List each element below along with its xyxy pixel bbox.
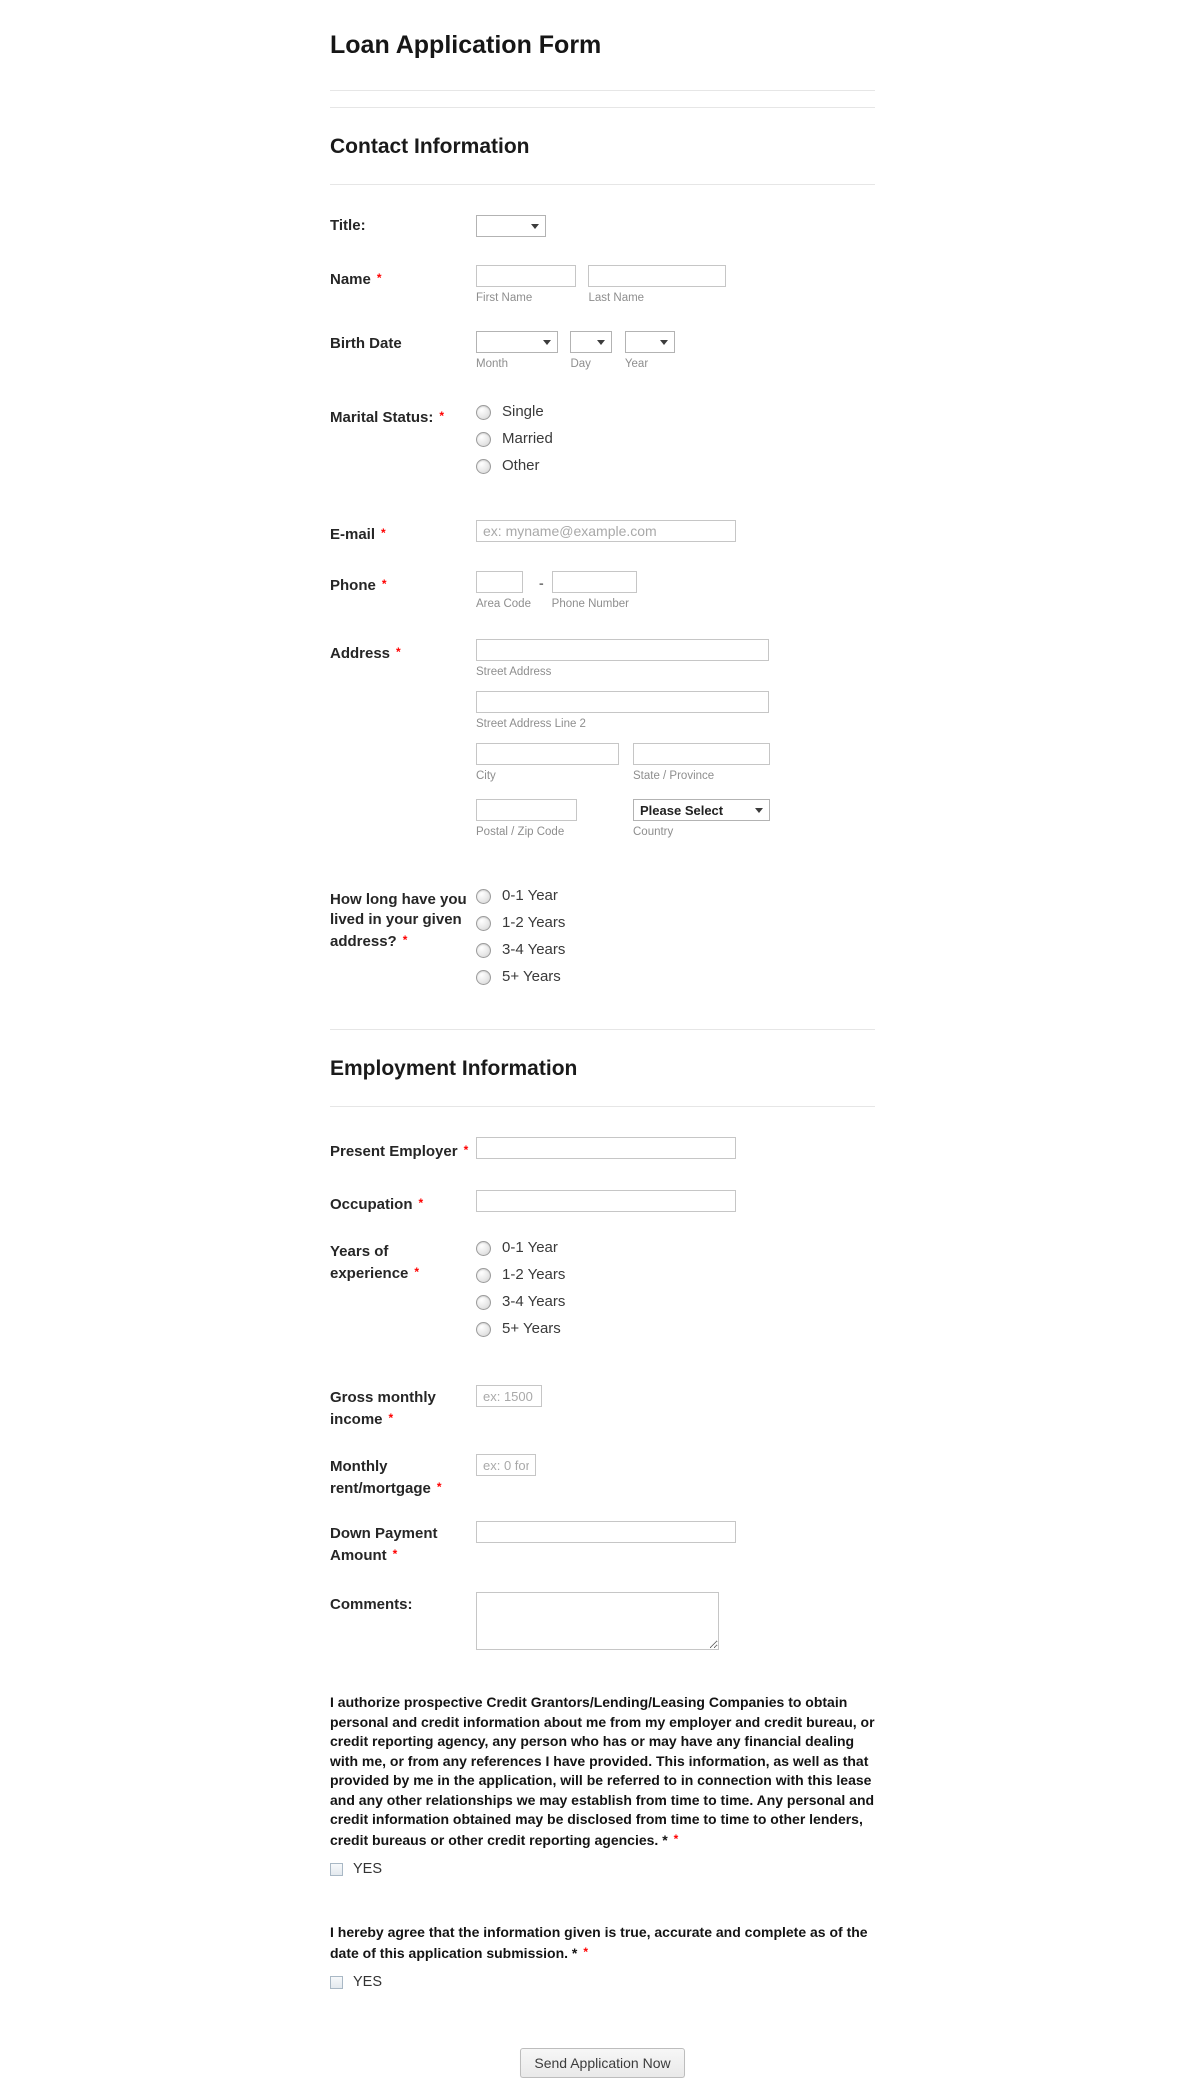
- postal-code-sublabel: Postal / Zip Code: [476, 826, 565, 838]
- required-asterisk: *: [439, 409, 445, 423]
- occupation-label: Occupation *: [330, 1196, 424, 1213]
- first-name-input[interactable]: [476, 265, 576, 287]
- occupation-row: [330, 1190, 875, 1215]
- residence-option-0-1[interactable]: 0-1 Year: [476, 887, 875, 905]
- divider: [330, 107, 875, 108]
- truth-statement-text: I hereby agree that the information given is true, accurate and complete as of the date of this application submission. * *: [330, 1924, 868, 1961]
- comments-label: Comments:: [330, 1596, 413, 1613]
- phone-number-input[interactable]: [552, 571, 637, 593]
- phone-label: Phone *: [330, 577, 387, 594]
- comments-row: [330, 1592, 875, 1655]
- experience-option-0-1[interactable]: 0-1 Year: [476, 1239, 875, 1257]
- month-sublabel: Month: [476, 358, 508, 370]
- radio-icon: [476, 889, 491, 904]
- chevron-down-icon: [543, 340, 551, 345]
- state-sublabel: State / Province: [633, 770, 715, 782]
- required-asterisk: *: [392, 1547, 398, 1561]
- radio-icon: [476, 916, 491, 931]
- truth-yes-checkbox-row[interactable]: [330, 1974, 875, 1990]
- present-employer-input[interactable]: [476, 1137, 736, 1159]
- birth-date-row: [330, 331, 875, 371]
- rent-input[interactable]: [476, 1454, 536, 1476]
- section-heading-employment: Employment Information: [330, 1056, 875, 1107]
- chevron-down-icon: [660, 340, 668, 345]
- marital-option-other[interactable]: Other: [476, 457, 875, 475]
- address-label: Address *: [330, 645, 401, 662]
- chevron-down-icon: [755, 808, 763, 813]
- required-asterisk: *: [402, 933, 408, 947]
- street-address2-input[interactable]: [476, 691, 769, 713]
- radio-icon: [476, 1241, 491, 1256]
- residence-option-5plus[interactable]: 5+ Years: [476, 968, 875, 986]
- radio-icon: [476, 943, 491, 958]
- email-row: [330, 520, 875, 545]
- authorization-text: I authorize prospective Credit Grantors/Lending/Leasing Companies to obtain personal and credit information about me from my employer and credit bureau, or credit reporting agency, any person who has or may have any financial dealing with me, or from any references I have provided. This information, as well as that provided by me in the application, will be referred to in connection with this lease and any other relationships we may establish from time to time. Any personal and credit information obtained may be disclosed from time to time to other lenders, credit bureaus or other credit reporting agencies. * *: [330, 1694, 875, 1848]
- name-label: Name *: [330, 271, 382, 288]
- rent-row: [330, 1454, 875, 1499]
- submit-button[interactable]: Send Application Now: [520, 2048, 684, 2078]
- radio-icon: [476, 1322, 491, 1337]
- marital-status-row: [330, 403, 875, 484]
- required-asterisk: *: [436, 1480, 442, 1494]
- residence-duration-row: [330, 887, 875, 995]
- day-sublabel: Day: [570, 358, 591, 370]
- street-address2-sublabel: Street Address Line 2: [476, 718, 586, 730]
- radio-icon: [476, 405, 491, 420]
- residence-option-1-2[interactable]: 1-2 Years: [476, 914, 875, 932]
- country-sublabel: Country: [633, 826, 674, 838]
- truth-yes-label: YES: [353, 1974, 383, 1990]
- area-code-sublabel: Area Code: [476, 598, 531, 610]
- required-asterisk: *: [388, 1411, 394, 1425]
- last-name-input[interactable]: [588, 265, 726, 287]
- marital-status-label: Marital Status: *: [330, 409, 445, 426]
- required-asterisk: *: [376, 271, 382, 285]
- gross-income-input[interactable]: [476, 1385, 542, 1407]
- gross-income-row: [330, 1385, 875, 1430]
- birth-date-label: Birth Date: [330, 335, 402, 352]
- checkbox-icon: [330, 1863, 343, 1876]
- required-asterisk: *: [414, 1265, 420, 1279]
- checkbox-icon: [330, 1976, 343, 1989]
- last-name-sublabel: Last Name: [588, 292, 645, 304]
- first-name-sublabel: First Name: [476, 292, 533, 304]
- street-address-input[interactable]: [476, 639, 769, 661]
- down-payment-label: Down Payment Amount *: [330, 1525, 438, 1564]
- city-input[interactable]: [476, 743, 619, 765]
- email-input[interactable]: [476, 520, 736, 542]
- authorization-yes-checkbox-row[interactable]: [330, 1861, 875, 1877]
- birth-month-select[interactable]: [476, 331, 558, 353]
- down-payment-input[interactable]: [476, 1521, 736, 1543]
- phone-row: [330, 571, 875, 611]
- street-address-sublabel: Street Address: [476, 666, 552, 678]
- gross-income-label: Gross monthly income *: [330, 1389, 436, 1428]
- residence-option-3-4[interactable]: 3-4 Years: [476, 941, 875, 959]
- experience-option-5plus[interactable]: 5+ Years: [476, 1320, 875, 1338]
- address-row: [330, 639, 875, 839]
- area-code-input[interactable]: [476, 571, 523, 593]
- loan-application-form: [330, 0, 875, 2078]
- submit-row: [330, 2048, 875, 2078]
- residence-duration-label: How long have you lived in your given address? *: [330, 891, 467, 950]
- radio-icon: [476, 459, 491, 474]
- occupation-input[interactable]: [476, 1190, 736, 1212]
- postal-code-input[interactable]: [476, 799, 577, 821]
- present-employer-label: Present Employer *: [330, 1143, 469, 1160]
- year-sublabel: Year: [624, 358, 649, 370]
- radio-icon: [476, 1295, 491, 1310]
- birth-day-select[interactable]: [570, 331, 612, 353]
- required-asterisk: *: [381, 526, 386, 540]
- divider: [330, 1029, 875, 1030]
- rent-label: Monthly rent/mortgage *: [330, 1458, 442, 1497]
- chevron-down-icon: [597, 340, 605, 345]
- experience-row: [330, 1239, 875, 1347]
- title-label: Title:: [330, 217, 366, 234]
- required-asterisk: *: [396, 645, 401, 659]
- title-select[interactable]: [476, 215, 546, 237]
- required-asterisk: *: [418, 1196, 424, 1210]
- city-sublabel: City: [476, 770, 496, 782]
- form-title: Loan Application Form: [330, 31, 602, 59]
- chevron-down-icon: [531, 224, 539, 229]
- marital-option-single[interactable]: Single: [476, 403, 875, 421]
- required-asterisk: *: [381, 577, 387, 591]
- down-payment-row: [330, 1521, 875, 1566]
- authorization-yes-label: YES: [353, 1861, 383, 1877]
- phone-separator: -: [538, 575, 544, 591]
- divider: [330, 90, 875, 91]
- radio-icon: [476, 432, 491, 447]
- country-select-value: Please Select: [640, 802, 724, 818]
- radio-icon: [476, 1268, 491, 1283]
- present-employer-row: [330, 1137, 875, 1162]
- comments-textarea[interactable]: [476, 1592, 719, 1650]
- required-asterisk: *: [673, 1831, 679, 1846]
- country-select[interactable]: [633, 799, 770, 821]
- experience-option-1-2[interactable]: 1-2 Years: [476, 1266, 875, 1284]
- marital-option-married[interactable]: Married: [476, 430, 875, 448]
- state-input[interactable]: [633, 743, 770, 765]
- radio-icon: [476, 970, 491, 985]
- section-heading-contact: Contact Information: [330, 134, 875, 185]
- experience-label: Years of experience *: [330, 1243, 420, 1282]
- required-asterisk: *: [463, 1143, 469, 1157]
- required-asterisk: *: [583, 1944, 589, 1959]
- title-row: [330, 213, 875, 237]
- name-row: [330, 265, 875, 305]
- phone-number-sublabel: Phone Number: [551, 598, 630, 610]
- birth-year-select[interactable]: [625, 331, 675, 353]
- email-label: E-mail *: [330, 526, 386, 543]
- experience-option-3-4[interactable]: 3-4 Years: [476, 1293, 875, 1311]
